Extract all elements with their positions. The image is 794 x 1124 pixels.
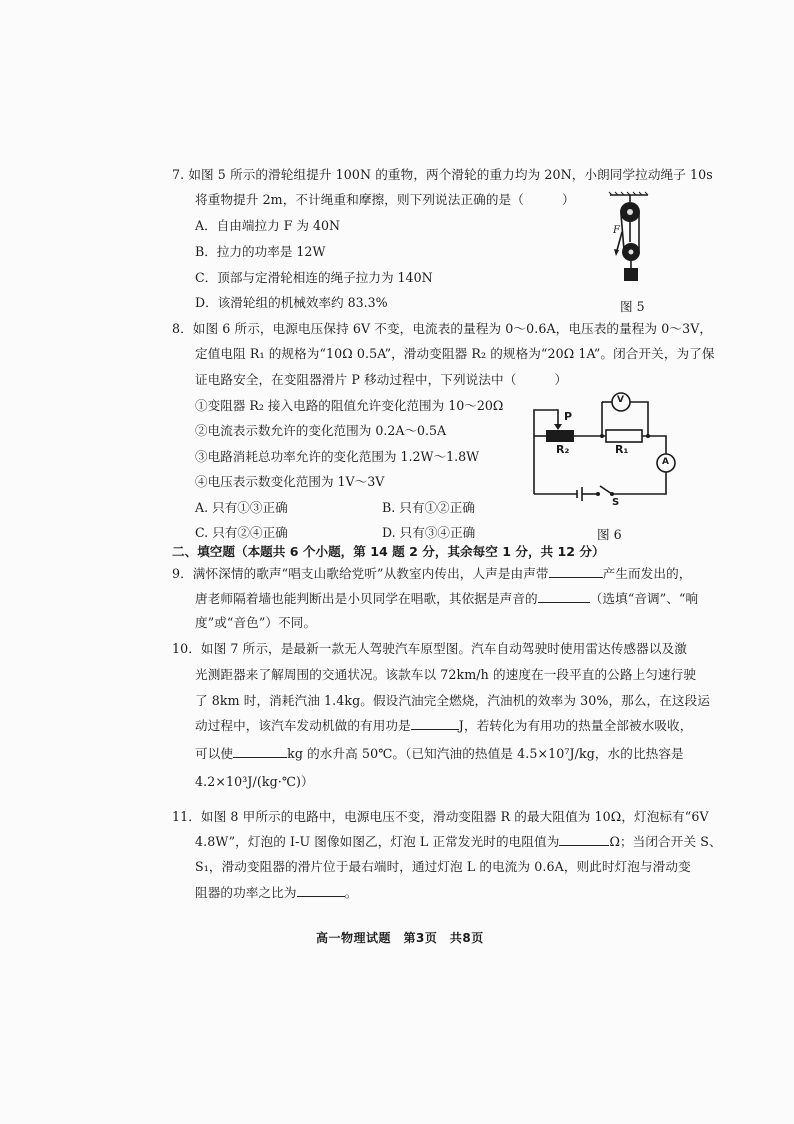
q7-line-2: 将重物提升 2m，不计绳重和摩擦，则下列说法正确的是（ ）: [195, 192, 575, 207]
figure-5-caption: 图 5: [620, 299, 645, 314]
answer-blank[interactable]: [411, 717, 459, 730]
q9-line-1: 9．满怀深情的歌声“唱支山歌给党听”从教室内传出，人声是由声带 产生而发出的，: [172, 566, 692, 581]
resistor-label-r1: R₁: [615, 443, 629, 456]
q11-line-4: 阻器的功率之比为 。: [195, 885, 358, 900]
q8-option-c: C. 只有②④正确: [195, 525, 288, 540]
q10-line-1: 10．如图 7 所示，是最新一款无人驾驶汽车原型图。汽车自动驾驶时使用雷达传感器以及激: [172, 641, 687, 656]
answer-blank[interactable]: [538, 590, 590, 603]
q10-line-5: 可以使 kg 的水升高 50℃。（已知汽油的热值是 4.5×10⁷J/kg，水的比热容是: [195, 746, 684, 761]
answer-blank[interactable]: [297, 884, 345, 897]
q11-line-3: S₁，滑动变阻器的滑片位于最右端时，通过灯泡 L 的电流为 0.6A，则此时灯泡与滑动变: [195, 859, 691, 874]
q11-line-2: 4.8W”，灯泡的 I-U 图像如图乙，灯泡 L 正常发光时的电阻值为 Ω；当闭合开关 S、: [195, 834, 722, 849]
q8-statement-1: ①变阻器 R₂ 接入电路的阻值允许变化范围为 10～20Ω: [195, 398, 504, 413]
answer-blank[interactable]: [559, 833, 609, 846]
q7-option-b: B．拉力的功率是 12W: [195, 244, 326, 259]
resistor-label-r2: R₂: [556, 443, 570, 456]
q7-line-1: 7. 如图 5 所示的滑轮组提升 100N 的重物，两个滑轮的重力均为 20N，小朗同学拉动绳子 10s: [172, 167, 713, 182]
q8-line-2: 定值电阻 R₁ 的规格为“10Ω 0.5A”，滑动变阻器 R₂ 的规格为“20Ω 1A”。闭合开关，为了保: [195, 346, 715, 361]
section-heading: 二、填空题（本题共 6 个小题，第 14 题 2 分，其余每空 1 分，共 12 分）: [172, 544, 605, 559]
q8-option-d: D. 只有③④正确: [382, 525, 476, 540]
q8-option-b: B. 只有①②正确: [382, 500, 475, 515]
answer-blank[interactable]: [233, 745, 287, 758]
ammeter-label: A: [662, 457, 669, 467]
q7-option-d: D．该滑轮组的机械效率约 83.3%: [195, 295, 388, 310]
force-label: F: [613, 225, 620, 236]
pulley-figure: [600, 192, 660, 292]
switch-label: S: [612, 497, 620, 508]
answer-blank[interactable]: [549, 565, 603, 578]
q8-statement-3: ③电路消耗总功率允许的变化范围为 1.2W～1.8W: [195, 449, 480, 464]
circuit-figure: [526, 386, 676, 504]
q11-line-1: 11．如图 8 甲所示的电路中，电源电压不变，滑动变阻器 R 的最大阻值为 10Ω，灯泡标有“6V: [172, 809, 709, 824]
q9-line-2: 唐老师隔着墙也能判断出是小贝同学在唱歌，其依据是声音的 （选填“音调”、“响: [195, 591, 699, 606]
q8-line-1: 8．如图 6 所示，电源电压保持 6V 不变，电流表的量程为 0～0.6A，电压表的量程为 0～3V，: [172, 321, 713, 336]
slider-label-p: P: [564, 410, 573, 423]
q8-option-a: A. 只有①③正确: [195, 500, 288, 515]
q10-line-6: 4.2×10³J/(kg·℃)）: [195, 774, 314, 789]
q10-line-3: 了 8km 时，消耗汽油 1.4kg。假设汽油完全燃烧，汽油机的效率为 30%，那么，在这段运: [195, 693, 711, 708]
voltmeter-label: V: [617, 395, 624, 405]
q9-line-3: 度”或“音色”）不同。: [195, 615, 317, 630]
q10-line-2: 光测距器来了解周围的交通状况。该款车以 72km/h 的速度在一段平直的公路上匀速行驶: [195, 667, 697, 682]
q8-line-3: 证电路安全，在变阻器滑片 P 移动过程中，下列说法中（ ）: [195, 372, 568, 387]
q7-option-c: C．顶部与定滑轮相连的绳子拉力为 140N: [195, 270, 433, 285]
page-footer: 高一物理试题 第3页 共8页: [316, 931, 484, 945]
q7-option-a: A．自由端拉力 F 为 40N: [195, 218, 341, 233]
q8-statement-2: ②电流表示数允许的变化范围为 0.2A～0.5A: [195, 423, 447, 438]
q10-line-4: 动过程中，该汽车发动机做的有用功是 J，若转化为有用功的热量全部被水吸收，: [195, 718, 693, 733]
q8-statement-4: ④电压表示数变化范围为 1V～3V: [195, 474, 385, 489]
figure-6-caption: 图 6: [597, 527, 622, 542]
